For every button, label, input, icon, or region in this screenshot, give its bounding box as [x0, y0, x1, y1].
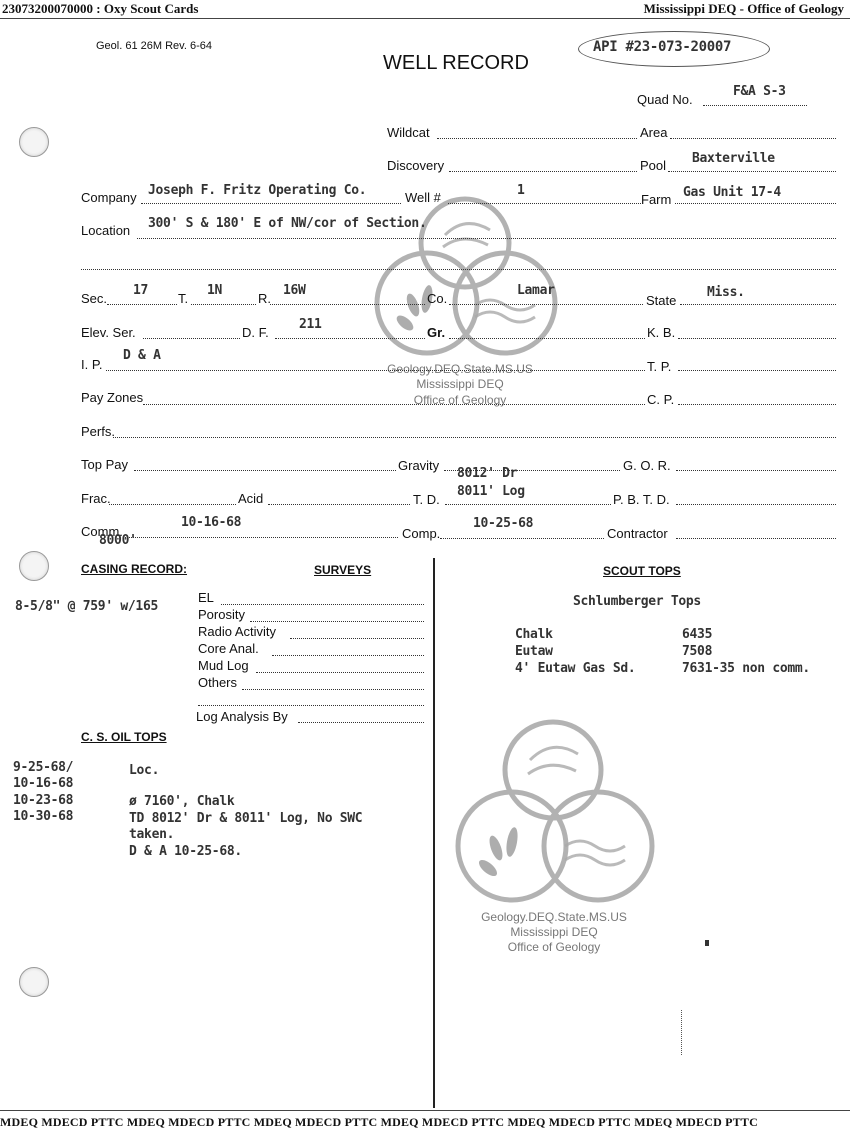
payzones-label: Pay Zones [81, 390, 144, 405]
location-value: 300' S & 180' E of NW/cor of Section. [148, 216, 427, 231]
oil-top-date-2: 10-16-68 [13, 776, 74, 791]
oil-top-date-1: 9-25-68/ [13, 760, 74, 775]
casing-heading: CASING RECORD: [81, 562, 188, 576]
pbtd-label: P. B. T. D. [613, 492, 670, 507]
co-value: Lamar [517, 283, 555, 298]
watermark-text-upper-1: Geology.DEQ.State.MS.US [387, 362, 533, 376]
comp-date: 10-25-68 [473, 516, 534, 531]
gr-label: Gr. [427, 325, 446, 340]
sec-value: 17 [133, 283, 149, 298]
watermark-logo-lower [450, 718, 660, 918]
state-value: Miss. [707, 285, 745, 300]
farm-value: Gas Unit 17-4 [683, 185, 781, 200]
oil-top-date-3: 10-23-68 [13, 793, 74, 808]
t-value: 1N [207, 283, 223, 298]
survey-core: Core Anal. [198, 641, 259, 656]
discovery-label: Discovery [387, 158, 445, 173]
oil-top-text-1: Loc. [129, 763, 160, 778]
td-value-log: 8011' Log [457, 484, 525, 499]
cs-oil-tops-heading: C. S. OIL TOPS [81, 730, 167, 744]
comm-label: Comm. [81, 524, 123, 539]
form-code: Geol. 61 26M Rev. 6-64 [96, 40, 212, 52]
t-label: T. [178, 291, 189, 306]
footer-strip: MDEQ MDECD PTTC MDEQ MDECD PTTC MDEQ MDECD PTTC MDEQ MDECD PTTC MDEQ MDECD PTTC MDEQ MDECD PTTC [0, 1115, 758, 1129]
ink-mark [705, 940, 709, 946]
survey-log-analysis: Log Analysis By [196, 709, 288, 724]
wildcat-label: Wildcat [387, 125, 430, 140]
survey-others: Others [198, 675, 238, 690]
pool-value: Baxterville [692, 151, 775, 166]
co-label: Co. [427, 291, 448, 306]
watermark-text-lower-2: Mississippi DEQ [510, 925, 598, 939]
contractor-label: Contractor [607, 526, 668, 541]
cp-label: C. P. [647, 392, 675, 407]
ip-value: D & A [123, 348, 161, 363]
watermark-text-lower-1: Geology.DEQ.State.MS.US [481, 910, 627, 924]
form-title: WELL RECORD [383, 52, 529, 74]
oil-top-text-4: TD 8012' Dr & 8011' Log, No SWC [129, 811, 363, 826]
binder-hole-bottom [19, 967, 49, 997]
td-value-drill: 8012' Dr [457, 466, 518, 481]
binder-hole-top [19, 127, 49, 157]
binder-hole-middle [19, 551, 49, 581]
comm-depth: 8000' [99, 533, 137, 548]
frac-label: Frac. [81, 491, 111, 506]
scout-top-name-3: 4' Eutaw Gas Sd. [515, 661, 636, 676]
elev-label: Elev. Ser. [81, 325, 136, 340]
gor-label: G. O. R. [623, 458, 671, 473]
gravity-label: Gravity [398, 458, 440, 473]
oil-top-text-6: D & A 10-25-68. [129, 844, 242, 859]
survey-el: EL [198, 590, 214, 605]
pool-label: Pool [640, 158, 667, 173]
header-right: Mississippi DEQ - Office of Geology [643, 1, 844, 16]
header-left: 23073200070000 : Oxy Scout Cards [2, 1, 199, 16]
scout-top-value-1: 6435 [682, 627, 713, 642]
toppay-label: Top Pay [81, 457, 128, 472]
tp-label: T. P. [647, 359, 672, 374]
well-label: Well # [405, 190, 441, 205]
scout-top-value-2: 7508 [682, 644, 713, 659]
oil-top-text-3: ø 7160', Chalk [129, 794, 235, 809]
r-value: 16W [283, 283, 306, 298]
footer-divider [0, 1110, 850, 1111]
scout-tops-heading: SCOUT TOPS [603, 564, 681, 578]
scout-top-name-1: Chalk [515, 627, 553, 642]
farm-label: Farm [641, 192, 672, 207]
ip-label: I. P. [81, 357, 103, 372]
quad-value: F&A S-3 [733, 84, 786, 99]
watermark-text-upper-2: Mississippi DEQ [416, 377, 504, 391]
sec-label: Sec. [81, 291, 108, 306]
quad-label: Quad No. [637, 92, 693, 107]
td-label: T. D. [413, 492, 440, 507]
well-value: 1 [517, 183, 525, 198]
survey-mudlog: Mud Log [198, 658, 249, 673]
section-divider [433, 558, 435, 1108]
scout-tops-subheading: Schlumberger Tops [573, 594, 701, 609]
header-divider [0, 18, 850, 19]
state-label: State [646, 293, 677, 308]
scout-top-name-2: Eutaw [515, 644, 553, 659]
df-value: 211 [299, 317, 322, 332]
ink-streak [681, 1010, 683, 1055]
acid-label: Acid [238, 491, 264, 506]
area-label: Area [640, 125, 668, 140]
oil-top-text-5: taken. [129, 827, 175, 842]
scout-top-value-3: 7631-35 non comm. [682, 661, 810, 676]
casing-entry: 8-5/8" @ 759' w/165 [15, 599, 159, 614]
comm-date: 10-16-68 [181, 515, 242, 530]
df-label: D. F. [242, 325, 269, 340]
survey-radio: Radio Activity [198, 624, 277, 639]
company-value: Joseph F. Fritz Operating Co. [148, 183, 367, 198]
comp-label: Comp. [402, 526, 441, 541]
company-label: Company [81, 190, 137, 205]
api-number: API #23-073-20007 [593, 39, 732, 55]
watermark-text-upper-3: Office of Geology [413, 393, 507, 407]
location-label: Location [81, 223, 131, 238]
oil-top-date-4: 10-30-68 [13, 809, 74, 824]
watermark-text-lower-3: Office of Geology [507, 940, 601, 954]
surveys-heading: SURVEYS [314, 563, 372, 577]
kb-label: K. B. [647, 325, 676, 340]
perfs-label: Perfs. [81, 424, 115, 439]
survey-porosity: Porosity [198, 607, 245, 622]
r-label: R. [258, 291, 271, 306]
